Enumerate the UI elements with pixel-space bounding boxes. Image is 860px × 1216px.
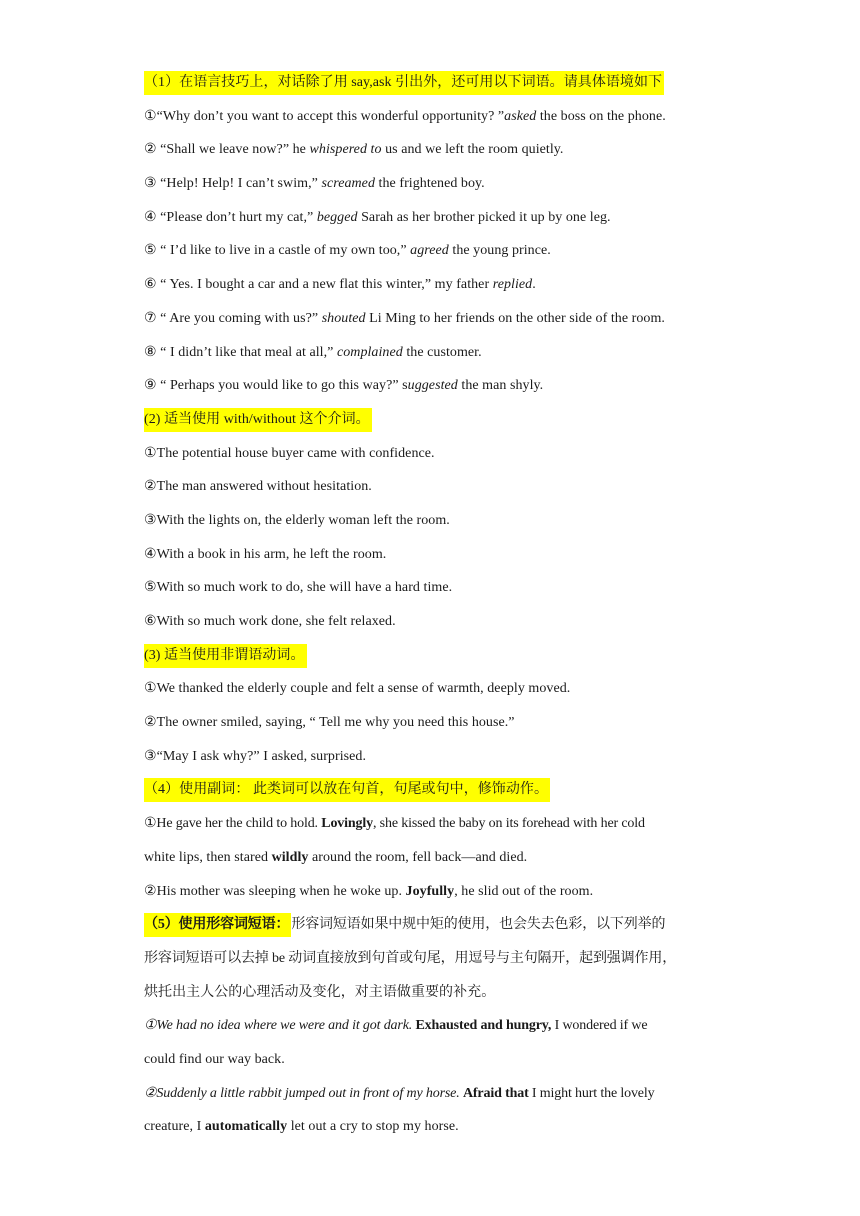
s5-intro-line-3: 烘托出主人公的心理活动及变化，对主语做重要的补充。 bbox=[144, 984, 496, 1000]
s5-intro-line-1: （5）使用形容词短语： 形容词短语如果中规中矩的使用，也会失去色彩，以下列举的 bbox=[144, 908, 720, 942]
s1-item-5: ⑤ “ I’d like to live in a castle of my own too,” agreed the young prince. bbox=[144, 243, 551, 259]
section-4-heading-line bbox=[144, 773, 720, 807]
section-4-heading: （4）使用副词： 此类词可以放在句首，句尾或句中，修饰动作。 bbox=[144, 778, 550, 802]
s2-item-6: ⑥With so much work done, she felt relaxed. bbox=[144, 614, 396, 629]
s5-intro-line-2: 形容词短语可以去掉 be 动词直接放到句首或句尾，用逗号与主句隔开，起到强调作用， bbox=[144, 950, 677, 966]
s1-item-6: ⑥ “ Yes. I bought a car and a new flat this winter,” my father replied. bbox=[144, 277, 536, 293]
s5-p2-line-1: ②Suddenly a little rabbit jumped out in front of my horse. Afraid that I might hurt the lovely bbox=[144, 1085, 655, 1101]
s5-p1-line-1: ①We had no idea where we were and it got dark. Exhausted and hungry, I wondered if we bbox=[144, 1018, 648, 1034]
s3-item-1: ①We thanked the elderly couple and felt a sense of warmth, deeply moved. bbox=[144, 681, 571, 697]
section-2-heading: (2) 适当使用 with/without 这个介词。 bbox=[144, 408, 372, 432]
s5-p1-line-2: could find our way back. bbox=[144, 1051, 285, 1067]
section-2-heading-line bbox=[144, 403, 720, 437]
s1-item-1: ①“Why don’t you want to accept this wonderful opportunity? ”asked the boss on the phone. bbox=[144, 108, 666, 124]
s3-item-3: ③“May I ask why?” I asked, surprised. bbox=[144, 748, 367, 764]
s1-item-8: ⑧ “ I didn’t like that meal at all,” complained the customer. bbox=[144, 344, 482, 360]
s3-item-2: ②The owner smiled, saying, “ Tell me why you need this house.” bbox=[144, 715, 515, 731]
document-page bbox=[144, 66, 720, 1144]
s1-item-3: ③ “Help! Help! I can’t swim,” screamed the frightened boy. bbox=[144, 176, 485, 192]
s1-item-2: ② “Shall we leave now?” he whispered to us and we left the room quietly. bbox=[144, 142, 564, 158]
section-5-heading: （5）使用形容词短语： bbox=[144, 913, 291, 937]
section-3-heading-line bbox=[144, 639, 720, 673]
s5-p2-line-2: creature, I automatically let out a cry to stop my horse. bbox=[144, 1119, 459, 1135]
s2-item-2: ②The man answered without hesitation. bbox=[144, 479, 372, 495]
s4-p2: ②His mother was sleeping when he woke up. Joyfully, he slid out of the room. bbox=[144, 883, 594, 899]
s1-item-4: ④ “Please don’t hurt my cat,” begged Sarah as her brother picked it up by one leg. bbox=[144, 209, 611, 225]
s1-item-7: ⑦ “ Are you coming with us?” shouted Li Ming to her friends on the other side of the room. bbox=[144, 310, 665, 326]
section-3-heading: (3) 适当使用非谓语动词。 bbox=[144, 644, 307, 668]
section-1-heading: （1）在语言技巧上，对话除了用 say,ask 引出外，还可用以下词语。请具体语境如下 bbox=[144, 71, 664, 95]
s1-item-9: ⑨ “ Perhaps you would like to go this way?” suggested the man shyly. bbox=[144, 378, 544, 394]
s2-item-3: ③With the lights on, the elderly woman left the room. bbox=[144, 512, 450, 528]
section-1-heading-line bbox=[144, 66, 720, 100]
s2-item-4: ④With a book in his arm, he left the room. bbox=[144, 546, 387, 562]
s2-item-5: ⑤With so much work to do, she will have a hard time. bbox=[144, 580, 453, 596]
s4-p1-line-2: white lips, then stared wildly around the room, fell back—and died. bbox=[144, 849, 528, 865]
s2-item-1: ①The potential house buyer came with confidence. bbox=[144, 445, 435, 461]
s4-p1-line-1: ①He gave her the child to hold. Lovingly, she kissed the baby on its forehead with her cold bbox=[144, 816, 645, 832]
